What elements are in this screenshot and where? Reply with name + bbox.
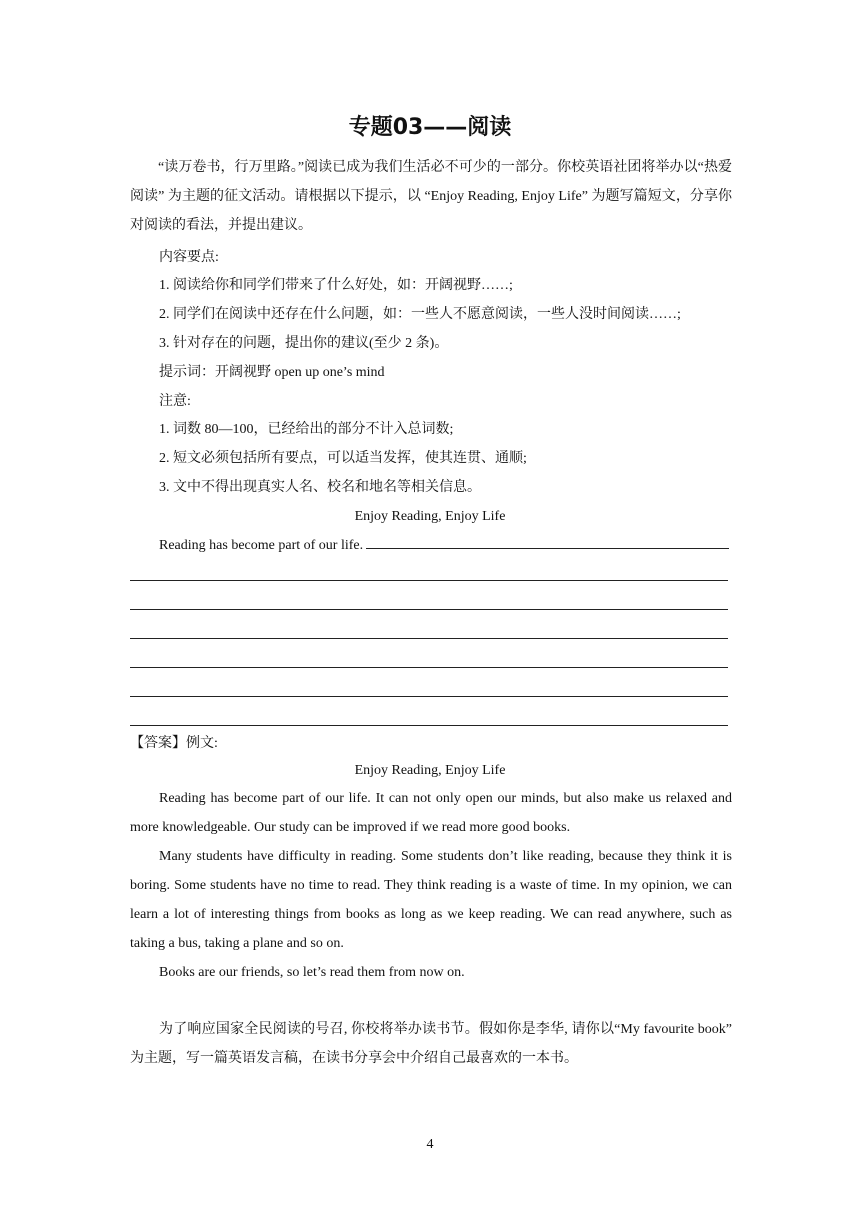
prompt-paragraph: “读万卷书，行万里路。”阅读已成为我们生活必不可少的一部分。你校英语社团将举办以“热爱阅读” 为主题的征文活动。请根据以下提示，以 “Enjoy Reading, Enjoy Life” 为题写篇短文，分享你对阅读的看法，并提出建议。 [130, 160, 732, 233]
next-prompt: 为了响应国家全民阅读的号召, 你校将举办读书节。假如你是李华, 请你以“My favourite book” 为主题，写一篇英语发言稿，在读书分享会中介绍自己最喜欢的一本书。 [130, 1022, 732, 1066]
essay-title: Enjoy Reading, Enjoy Life [354, 509, 506, 524]
writing-line [130, 667, 728, 668]
note-1: 1. 词数 80—100，已经给出的部分不计入总词数; [159, 422, 454, 437]
note-3: 3. 文中不得出现真实人名、校名和地名等相关信息。 [159, 480, 481, 495]
essay-start: Reading has become part of our life. [159, 538, 364, 553]
writing-blank [366, 547, 729, 549]
answer-label: 【答案】例文: [130, 736, 218, 751]
content-point-3: 3. 针对存在的问题，提出你的建议(至少 2 条)。 [159, 336, 449, 351]
content-point-1: 1. 阅读给你和同学们带来了什么好处，如：开阔视野……; [159, 278, 513, 293]
answer-title: Enjoy Reading, Enjoy Life [354, 763, 506, 778]
writing-line [130, 580, 728, 581]
answer-paragraph-3: Books are our friends, so let’s read them from now on. [159, 965, 465, 980]
answer-paragraph-2: Many students have difficulty in reading. Some students don’t like reading, because they think it is boring. Some students have no time to read. They think reading is a waste of time. In my opinion, we can learn a lot of interesting things from books as long as we keep reading. We can read anywhere, such as taking a bus, taking a plane and so on. [130, 849, 732, 951]
content-point-2: 2. 同学们在阅读中还存在什么问题，如：一些人不愿意阅读，一些人没时间阅读……; [159, 307, 681, 322]
page-number: 4 [426, 1137, 434, 1152]
hint-line: 提示词：开阔视野 open up one’s mind [159, 365, 385, 380]
writing-line [130, 609, 728, 610]
note-2: 2. 短文必须包括所有要点，可以适当发挥，使其连贯、通顺; [159, 451, 527, 466]
notes-heading: 注意: [159, 394, 191, 409]
essay-start-line [159, 536, 729, 556]
writing-line [130, 638, 728, 639]
writing-line [130, 725, 728, 726]
page-title: 专题03——阅读 [348, 115, 512, 140]
answer-paragraph-1: Reading has become part of our life. It can not only open our minds, but also make us relaxed and more knowledgeable. Our study can be improved if we read more good books. [130, 791, 732, 835]
writing-line [130, 696, 728, 697]
content-points-heading: 内容要点: [159, 250, 219, 265]
